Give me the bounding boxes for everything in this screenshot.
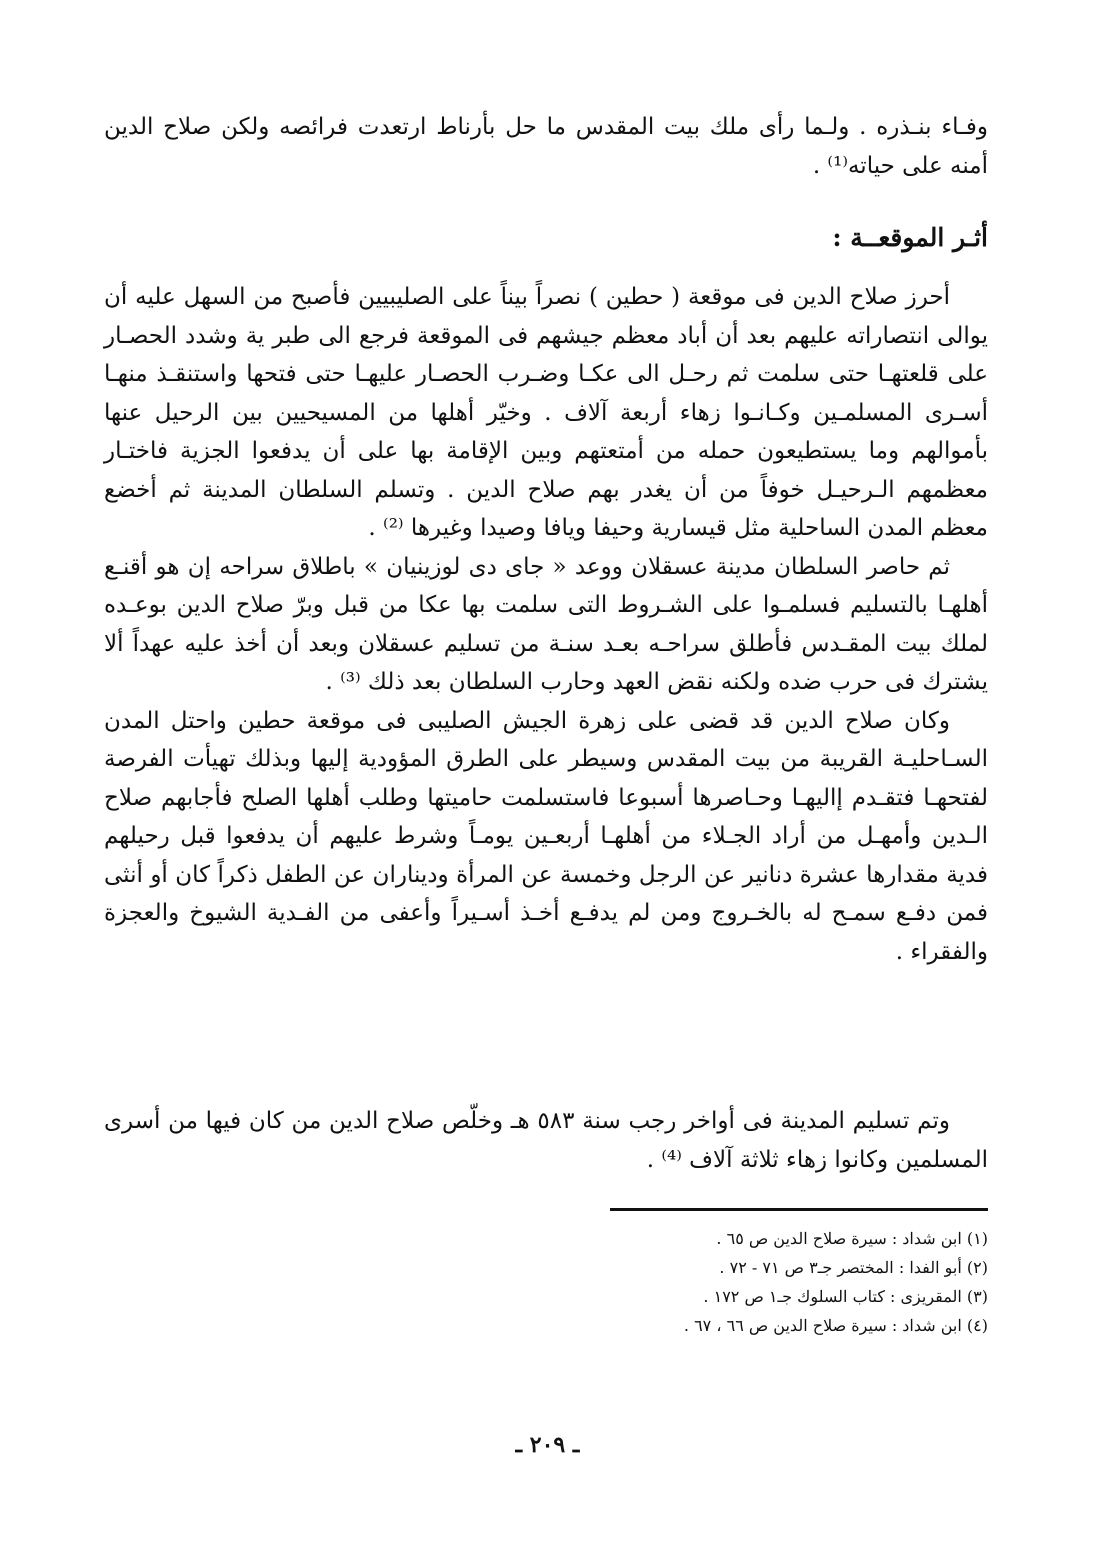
paragraph-1: أحرز صلاح الدين فى موقعة ( حطين ) نصراً بيناً على الصليبيين فأصبح من السهل عليه أن يوالى انتصاراته عليهم بعد أن أباد معظم جيشهم فى الموقعة فرجع الى طبر ية وشدد الحصـار على قلعتهـا حتى سلمت ثم رحـل الى عكـا وضـرب الحصـار عليهـا حتى فتحها واستنقـذ منهـا أسـرى المسلمـين وكـانـوا زهاء أربعة آلاف . وخيّر أهلها من المسيحيين بين الرحيل عنها بأموالهم وما يستطيعون حمله من أمتعتهم وبين الإقامة بها على أن يدفعوا الجزية فاختـار معظمهم الـرحيـل خوفاً من أن يغدر بهم صلاح الدين . وتسلم السلطان المدينة ثم أخضع معظم المدن الساحلية مثل قيسارية وحيفا ويافا وصيدا وغيرها ⁽²⁾ . bbox=[104, 284, 988, 541]
footnote-2: (٢) أبو الفدا : المختصر جـ٣ ص ٧١ - ٧٢ . bbox=[719, 1258, 988, 1277]
page-number: ـ ٢٠٩ ـ bbox=[515, 1432, 580, 1458]
paragraph-last bbox=[104, 1102, 988, 1179]
footnotes bbox=[388, 1224, 988, 1340]
section-heading: أثـر الموقعــة : bbox=[832, 223, 988, 252]
main-paragraphs bbox=[104, 278, 988, 971]
footnote-4: (٤) ابن شداد : سيرة صلاح الدين ص ٦٦ ، ٦٧ . bbox=[683, 1316, 988, 1335]
paragraph-continued bbox=[104, 108, 988, 185]
paragraph-text: وتم تسليم المدينة فى أواخر رجب سنة ٥٨٣ هـ وخلّص صلاح الدين من كان فيها من أسرى المسلمين وكانوا زهاء ثلاثة آلاف ⁽⁴⁾ . bbox=[104, 1108, 988, 1173]
footnote-divider bbox=[610, 1208, 988, 1211]
paragraph-3: وكان صلاح الدين قد قضى على زهرة الجيش الصليبى فى موقعة حطين واحتل المدن السـاحليـة القريبة من بيت المقدس وسيطر على الطرق المؤودية إليها وبذلك تهيأت الفرصة لفتحهـا فتقـدم إاليهـا وحـاصرها أسبوعا فاستسلمت حاميتها وطلب أهلها الصلح فأجابهم صلاح الـدين وأمهـل من أراد الجـلاء من أهلهـا أربعـين يومـاً وشرط عليهم أن يدفعوا قبل رحيلهم فدية مقدارها عشرة دنانير عن الرجل وخمسة عن المرأة وديناران عن الطفل ذكراً كان أو أنثى فمن دفـع سمـح له بالخـروج ومن لم يدفـع أخـذ أسـيراً وأعفى من الفـدية الشيوخ والعجزة والفقراء . bbox=[104, 707, 988, 965]
footnote-3: (٣) المقريزى : كتاب السلوك جـ١ ص ١٧٢ . bbox=[703, 1287, 988, 1306]
paragraph-text: وفـاء بنـذره . ولـما رأى ملك بيت المقدس ما حل بأرناط ارتعدت فرائصه ولكن صلاح الدين أمنه على حياته⁽¹⁾ . bbox=[104, 114, 988, 179]
footnote-1: (١) ابن شداد : سيرة صلاح الدين ص ٦٥ . bbox=[716, 1229, 988, 1248]
paragraph-2: ثم حاصر السلطان مدينة عسقلان ووعد « جاى دى لوزينيان » باطلاق سراحه إن هو أقنـع أهلهـا بالتسليم فسلمـوا على الشـروط التى سلمت بها عكا من قبل وبرّ صلاح الدين بوعـده لملك بيت المقـدس فأطلق سراحـه بعـد سنـة من تسليم عسقلان وبعد أن أخذ عليه عهداً ألا يشترك فى حرب ضده ولكنه نقض العهد وحارب السلطان بعد ذلك ⁽³⁾ . bbox=[104, 553, 988, 695]
